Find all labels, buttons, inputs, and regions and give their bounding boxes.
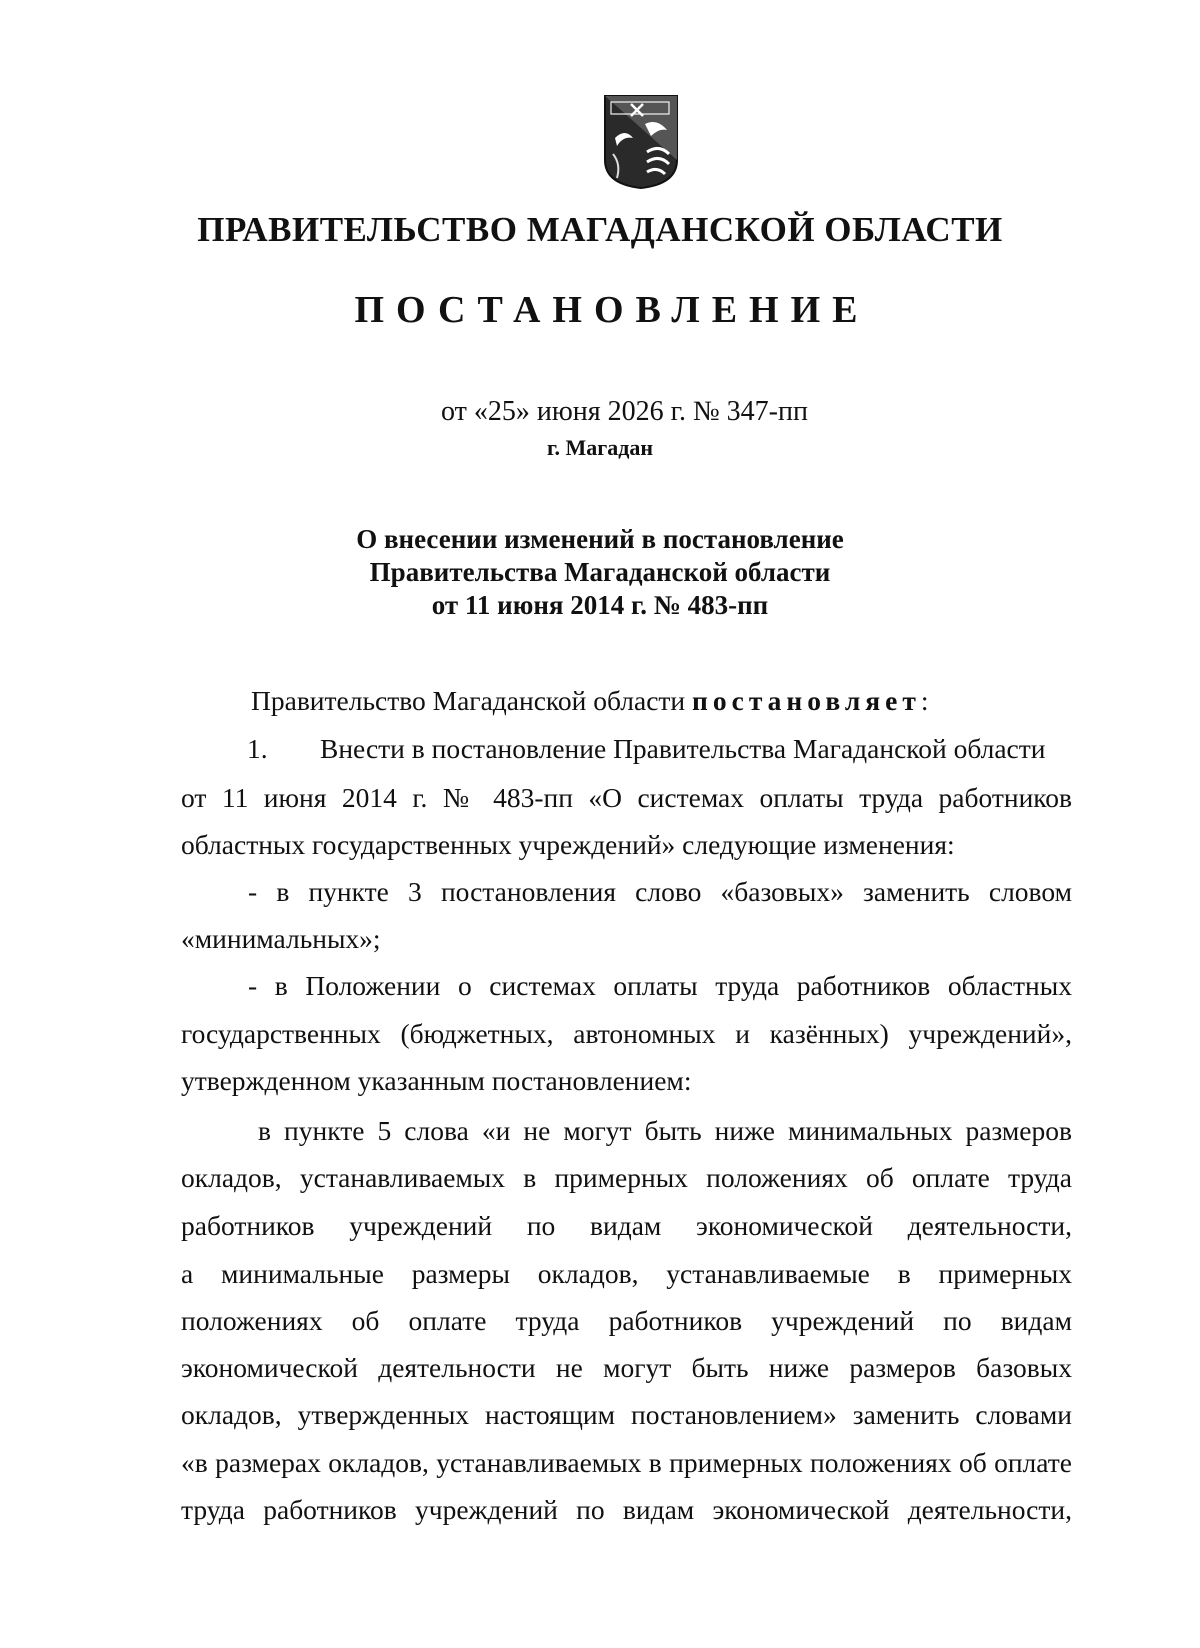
preamble [251, 685, 929, 717]
change-line-1: в пункте 5 слова «и не могут быть ниже минимальных размеров [258, 1115, 1072, 1146]
preamble-colon: : [920, 685, 929, 716]
preamble-text: Правительство Магаданской области [251, 685, 686, 716]
change-line-3: работников учреждений по видам экономической деятельности, [181, 1210, 1072, 1241]
subject-line-2: Правительства Магаданской области [369, 557, 831, 587]
change-line-7: окладов, утвержденных настоящим постановлением» заменить словами [181, 1399, 1072, 1430]
bullet-1-line-2: «минимальных»; [181, 923, 381, 954]
item-1-line-1: Внести в постановление Правительства Магаданской области [320, 733, 1046, 764]
subject-line-1: О внесении изменений в постановление [356, 524, 844, 554]
preamble-verb: постановляет [692, 685, 921, 716]
item-1-line-2: от 11 июня 2014 г. № 483-пп «О системах оплаты труда работников [181, 782, 1072, 813]
change-line-8: «в размерах окладов, устанавливаемых в примерных положениях об оплате [181, 1447, 1072, 1478]
document-date-number: от «25» июня 2026 г. № 347-пп [441, 396, 808, 427]
change-line-6: экономической деятельности не могут быть ниже размеров базовых [181, 1352, 1072, 1383]
change-line-9: труда работников учреждений по видам экономической деятельности, [181, 1494, 1072, 1525]
bullet-2-line-2: государственных (бюджетных, автономных и казённых) учреждений», [181, 1018, 1072, 1049]
item-1-line-3: областных государственных учреждений» следующие изменения: [181, 829, 955, 860]
change-line-4: а минимальные размеры окладов, устанавливаемые в примерных [181, 1258, 1072, 1289]
bullet-1-line-1: - в пункте 3 постановления слово «базовых» заменить словом [248, 876, 1072, 907]
coat-of-arms-emblem [603, 94, 679, 190]
change-line-2: окладов, устанавливаемых в примерных положениях об оплате труда [181, 1162, 1072, 1193]
organization-name: ПРАВИТЕЛЬСТВО МАГАДАНСКОЙ ОБЛАСТИ [197, 210, 1003, 249]
bullet-2-line-3: утвержденном указанным постановлением: [181, 1065, 692, 1096]
document-city: г. Магадан [546, 435, 654, 460]
subject-line-3: от 11 июня 2014 г. № 483-пп [431, 590, 769, 620]
change-line-5: положениях об оплате труда работников учреждений по видам [181, 1305, 1072, 1336]
document-type: ПОСТАНОВЛЕНИЕ [354, 289, 870, 331]
item-1-number: 1. [247, 733, 268, 764]
bullet-2-line-1: - в Положении о системах оплаты труда работников областных [248, 970, 1072, 1001]
